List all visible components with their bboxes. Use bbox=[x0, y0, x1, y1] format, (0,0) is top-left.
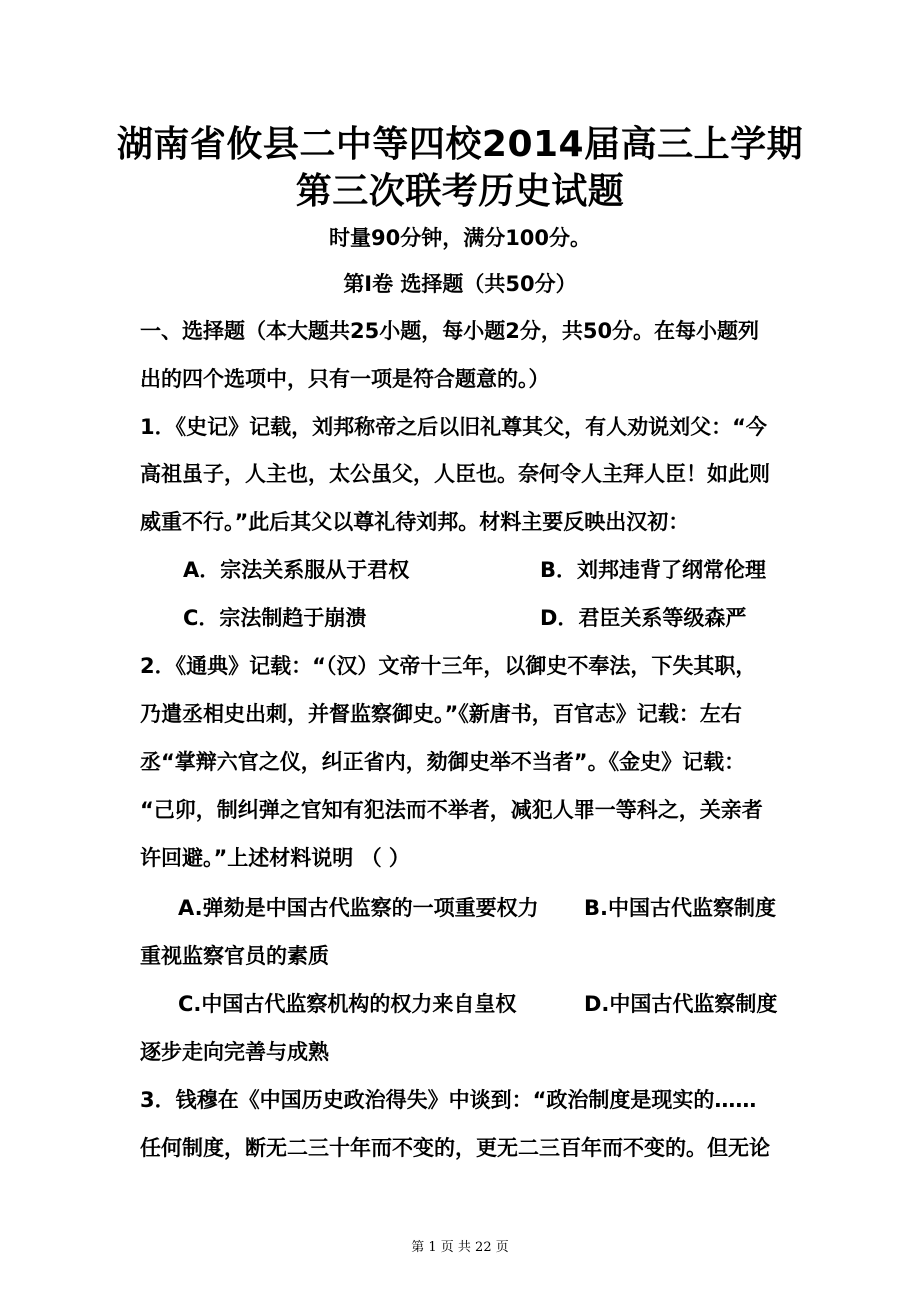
question-3-line-1: 3．钱穆在《中国历史政治得失》中谈到：“政治制度是现实的…… bbox=[140, 1088, 757, 1112]
question-1-line-1: 1．《史记》记载，刘邦称帝之后以旧礼尊其父，有人劝说刘父：“今 bbox=[140, 415, 767, 439]
title-line-1: 湖南省攸县二中等四校2014届高三上学期 bbox=[116, 124, 804, 165]
question-2-line-4: “己卯，制纠弹之官知有犯法而不举者，减犯人罪一等科之，关亲者 bbox=[140, 798, 763, 822]
section-intro-line-2: 出的四个选项中，只有一项是符合题意的。） bbox=[140, 367, 550, 391]
question-2-option-c: C.中国古代监察机构的权力来自皇权 bbox=[178, 992, 517, 1016]
question-2-line-5: 许回避。”上述材料说明 （ ） bbox=[140, 846, 410, 870]
question-3-line-2: 任何制度，断无二三十年而不变的，更无二三百年而不变的。但无论 bbox=[140, 1136, 770, 1160]
title-line-2: 第三次联考历史试题 bbox=[295, 171, 625, 212]
question-1-line-2: 高祖虽子，人主也，太公虽父，人臣也。奈何令人主拜人臣！如此则 bbox=[140, 462, 770, 486]
volume-heading: 第Ⅰ卷 选择题（共50分） bbox=[343, 272, 577, 296]
question-2-option-d: D.中国古代监察制度 bbox=[584, 992, 778, 1016]
question-2-line-2: 乃遣丞相史出刺，并督监察御史。”《新唐书，百官志》记载：左右 bbox=[140, 702, 742, 726]
question-2-line-1: 2．《通典》记载：“（汉）文帝十三年，以御史不奉法，下失其职， bbox=[140, 654, 757, 678]
section-intro-line-1: 一、选择题（本大题共25小题，每小题2分，共50分。在每小题列 bbox=[140, 319, 760, 343]
question-1-option-a: A．宗法关系服从于君权 bbox=[183, 558, 410, 582]
question-2-option-d-cont: 逐步走向完善与成熟 bbox=[140, 1040, 329, 1064]
question-2-option-b-cont: 重视监察官员的素质 bbox=[140, 944, 329, 968]
question-1-line-3: 威重不行。”此后其父以尊礼待刘邦。材料主要反映出汉初： bbox=[140, 510, 690, 534]
question-1-option-b: B．刘邦违背了纲常伦理 bbox=[540, 558, 767, 582]
page-footer: 第 1 页 共 22 页 bbox=[411, 1240, 509, 1255]
question-2-option-a: A.弹劾是中国古代监察的一项重要权力 bbox=[178, 896, 539, 920]
question-1-option-c: C．宗法制趋于崩溃 bbox=[183, 606, 367, 630]
question-2-option-b: B.中国古代监察制度 bbox=[584, 896, 776, 920]
question-2-line-3: 丞“掌辩六官之仪，纠正省内，劾御史举不当者”。《金史》记载： bbox=[140, 750, 746, 774]
time-info: 时量90分钟，满分100分。 bbox=[328, 226, 592, 250]
question-1-option-d: D．君臣关系等级森严 bbox=[540, 606, 747, 630]
